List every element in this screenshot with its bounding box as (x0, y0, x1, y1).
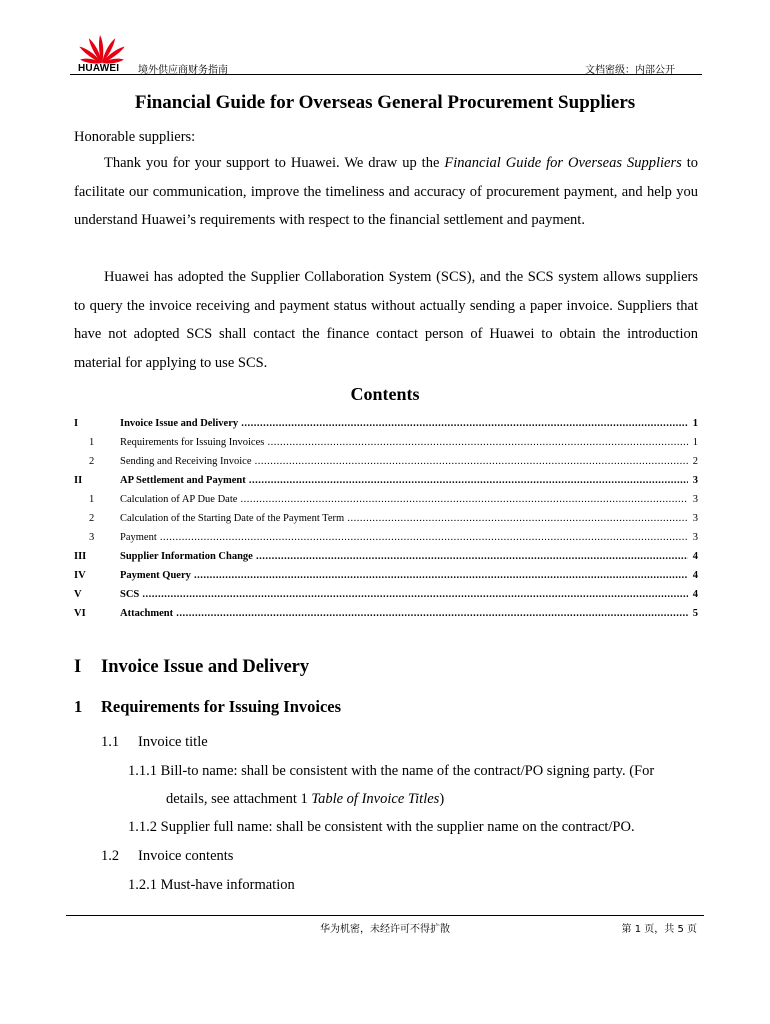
toc-label: Invoice Issue and Delivery ..... (120, 414, 688, 433)
item-text-end: ) (439, 791, 445, 807)
subsection-heading (74, 697, 341, 717)
toc-entry[interactable] (74, 452, 698, 471)
intro-text-end: to facilitate our communication, improve the timeliness and accuracy of procurement payment, and help you understand Huawei’s requirements with respect to the financial settlement and payment. (74, 155, 698, 228)
toc-page: 5 (688, 604, 698, 623)
toc-page: 3 (688, 528, 698, 547)
toc-number: V (74, 589, 82, 600)
toc-label: Attachment ..... (120, 604, 688, 623)
toc-entry[interactable] (74, 528, 698, 547)
toc-entry[interactable] (74, 585, 698, 604)
toc-page: 4 (688, 547, 698, 566)
item-number: 1.1 (101, 734, 120, 750)
page-title: Financial Guide for Overseas General Procurement Suppliers (134, 92, 636, 113)
footer-divider (66, 915, 704, 916)
item-1-2 (101, 848, 233, 865)
toc-label: Supplier Information Change ..... (120, 547, 688, 566)
toc-number: III (74, 551, 87, 562)
toc-number: II (74, 475, 83, 486)
guide-title-italic: Financial Guide for Overseas Suppliers (444, 155, 682, 171)
section-heading (74, 657, 309, 678)
toc-entry[interactable] (74, 490, 698, 509)
toc-number: 1 (89, 494, 95, 505)
toc-label: Payment Query ..... (120, 566, 688, 585)
toc-number: 2 (89, 513, 95, 524)
item-number: 1.2 (101, 848, 120, 864)
toc-label: Calculation of the Starting Date of the Payment Term ..... (120, 509, 688, 528)
item-1-1 (101, 734, 208, 751)
toc-entry[interactable] (74, 433, 698, 452)
toc-label: AP Settlement and Payment ..... (120, 471, 688, 490)
toc-entry[interactable] (74, 509, 698, 528)
toc-page: 4 (688, 585, 698, 604)
greeting: Honorable suppliers: (74, 129, 196, 145)
toc-entry[interactable] (74, 604, 698, 623)
toc-number: 1 (89, 437, 95, 448)
toc-page: 3 (688, 509, 698, 528)
toc-label: Sending and Receiving Invoice ..... (120, 452, 688, 471)
intro-paragraph (74, 149, 698, 235)
toc-label: SCS ..... (120, 585, 688, 604)
attachment-title-italic: Table of Invoice Titles (311, 791, 440, 807)
toc-label: Requirements for Issuing Invoices ..... (120, 433, 688, 452)
item-1-1-2: 1.1.2 Supplier full name: shall be consistent with the supplier name on the contract/PO. (128, 819, 635, 835)
item-1-2-1: 1.2.1 Must-have information (128, 877, 295, 893)
item-text: Invoice title (138, 734, 208, 750)
toc-page: 3 (688, 490, 698, 509)
toc-number: I (74, 418, 79, 429)
intro-text-start: Thank you for your support to Huawei. We draw up the (104, 155, 445, 171)
header-divider (70, 74, 702, 75)
toc-entry[interactable] (74, 414, 698, 433)
toc-number: IV (74, 570, 86, 581)
item-text: Invoice contents (138, 848, 234, 864)
table-of-contents (74, 414, 698, 623)
toc-number: 2 (89, 456, 95, 467)
toc-page: 2 (688, 452, 698, 471)
subsection-title: Requirements for Issuing Invoices (101, 697, 342, 716)
item-1-1-1: 1.1.1 Bill-to name: shall be consistent with the name of the contract/PO signing party. (For (128, 763, 655, 779)
item-1-1-1-continued (166, 791, 444, 808)
header-classification: 文档密级：内部公开 (585, 65, 675, 76)
toc-number: VI (74, 608, 86, 619)
footer-confidential: 华为机密，未经许可不得扩散 (320, 924, 450, 935)
toc-entry[interactable] (74, 471, 698, 490)
toc-page: 4 (688, 566, 698, 585)
toc-page: 1 (688, 433, 698, 452)
toc-entry[interactable] (74, 566, 698, 585)
footer-page-number: 第 1 页，共 5 页 (621, 924, 697, 935)
subsection-number: 1 (74, 697, 83, 716)
toc-number: 3 (89, 532, 95, 543)
toc-page: 1 (688, 414, 698, 433)
toc-entry[interactable] (74, 547, 698, 566)
scs-paragraph: Huawei has adopted the Supplier Collaboration System (SCS), and the SCS system allows suppliers to query the invoice receiving and payment status without actually sending a paper invoice. Suppliers that have not adopted SCS shall contact the finance contact person of Huawei to obtain the introduction material for applying to use SCS. (74, 269, 698, 371)
toc-label: Calculation of AP Due Date ..... (120, 490, 688, 509)
logo-text: HUAWEI (78, 63, 120, 74)
item-text: details, see attachment 1 (166, 791, 312, 807)
section-number: I (74, 657, 82, 677)
section-title: Invoice Issue and Delivery (101, 657, 310, 677)
contents-heading: Contents (350, 384, 420, 404)
toc-label: Payment ..... (120, 528, 688, 547)
toc-page: 3 (688, 471, 698, 490)
header-left-text: 境外供应商财务指南 (138, 65, 228, 76)
